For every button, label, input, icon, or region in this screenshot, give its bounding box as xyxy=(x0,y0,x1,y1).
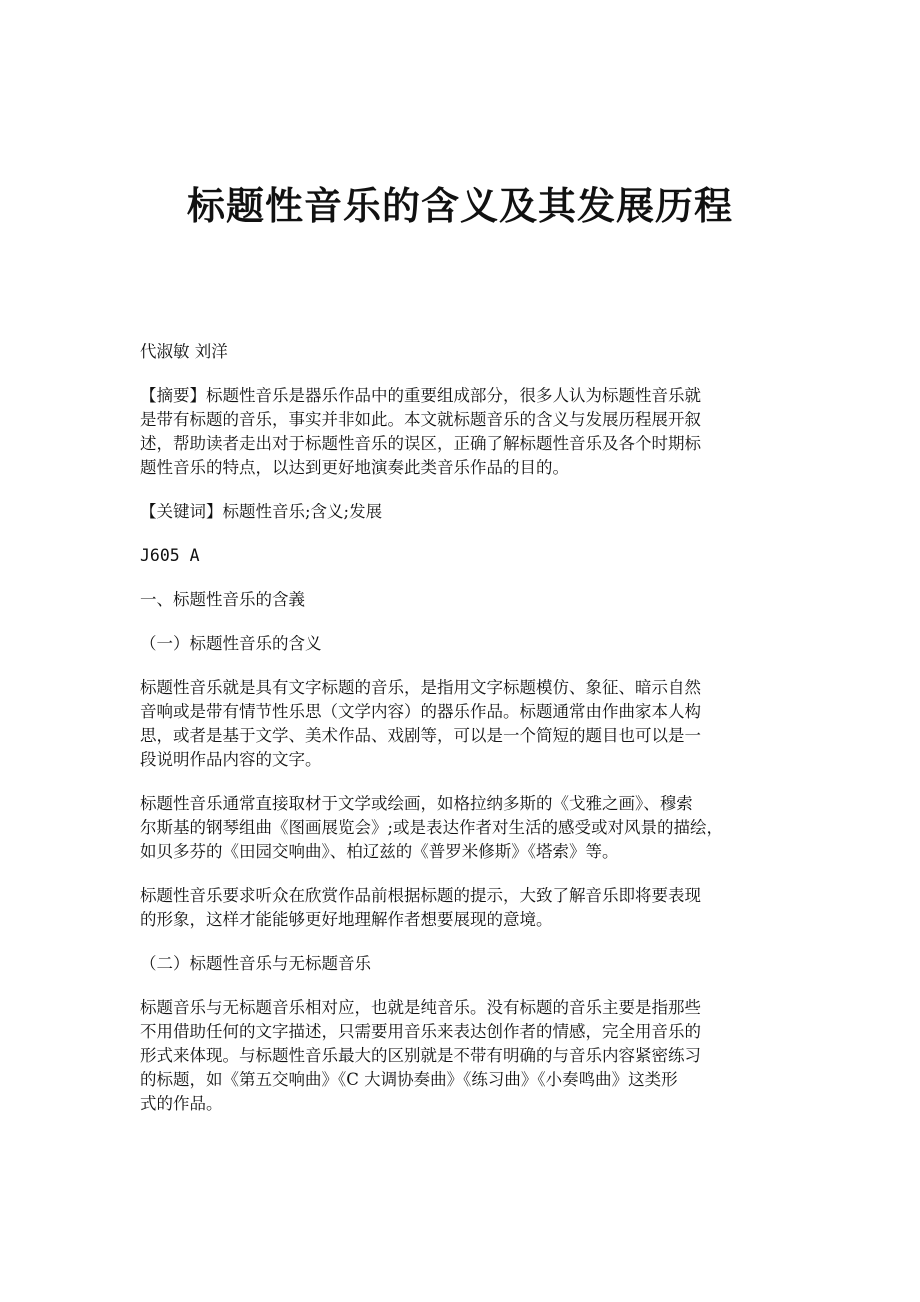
paragraph xyxy=(140,792,790,864)
document-body xyxy=(140,340,790,1136)
abstract-line: 【摘要】标题性音乐是器乐作品中的重要组成部分，很多人认为标题性音乐就 xyxy=(140,386,701,405)
paragraph xyxy=(140,884,790,932)
paragraph-line: 音响或是带有情节性乐思（文学内容）的器乐作品。标题通常由作曲家本人构 xyxy=(140,702,701,721)
paragraph-line: 形式来体现。与标题性音乐最大的区别就是不带有明确的与音乐内容紧密练习 xyxy=(140,1046,701,1065)
classification-code: J605 A xyxy=(140,546,200,565)
paragraph-line: 标题性音乐通常直接取材于文学或绘画，如格拉纳多斯的《戈雅之画》、穆索 xyxy=(140,794,693,813)
paragraph-line: 的形象，这样才能能够更好地理解作者想要展现的意境。 xyxy=(140,910,553,929)
paragraph-line: 如贝多芬的《田园交响曲》、柏辽兹的《普罗米修斯》《塔索》等。 xyxy=(140,842,619,861)
paragraph-line: 的标题，如《第五交响曲》《C 大调协奏曲》《练习曲》《小奏鸣曲》这类形 xyxy=(140,1070,678,1089)
paragraph xyxy=(140,996,790,1116)
paragraph-line: 不用借助任何的文字描述，只需要用音乐来表达创作者的情感，完全用音乐的 xyxy=(140,1022,701,1041)
paragraph xyxy=(140,676,790,772)
paragraph-line: 段说明作品内容的文字。 xyxy=(140,750,322,769)
paragraph-line: 标题性音乐要求听众在欣赏作品前根据标题的提示，大致了解音乐即将要表现 xyxy=(140,886,701,905)
paragraph-line: 标题音乐与无标题音乐相对应，也就是纯音乐。没有标题的音乐主要是指那些 xyxy=(140,998,701,1017)
abstract-line: 题性音乐的特点，以达到更好地演奏此类音乐作品的目的。 xyxy=(140,458,569,477)
document-title: 标题性音乐的含义及其发展历程 xyxy=(186,183,733,228)
paragraph-line: 尔斯基的钢琴组曲《图画展览会》;或是表达作者对生活的感受或对风景的描绘， xyxy=(140,818,724,837)
authors: 代淑敏 刘洋 xyxy=(140,342,228,361)
paragraph-line: 式的作品。 xyxy=(140,1094,223,1113)
subsection-heading: （二）标题性音乐与无标题音乐 xyxy=(140,954,371,973)
paragraph-line: 思，或者是基于文学、美术作品、戏剧等，可以是一个简短的题目也可以是一 xyxy=(140,726,701,745)
abstract-line: 述，帮助读者走出对于标题性音乐的误区，正确了解标题性音乐及各个时期标 xyxy=(140,434,701,453)
abstract-line: 是带有标题的音乐，事实并非如此。本文就标题音乐的含义与发展历程展开叙 xyxy=(140,410,701,429)
paragraph-line: 标题性音乐就是具有文字标题的音乐，是指用文字标题模仿、象征、暗示自然 xyxy=(140,678,701,697)
subsection-heading: （一）标题性音乐的含义 xyxy=(140,634,322,653)
section-heading: 一、标题性音乐的含義 xyxy=(140,590,305,609)
abstract xyxy=(140,384,790,480)
keywords: 【关键词】标题性音乐;含义;发展 xyxy=(140,502,383,521)
